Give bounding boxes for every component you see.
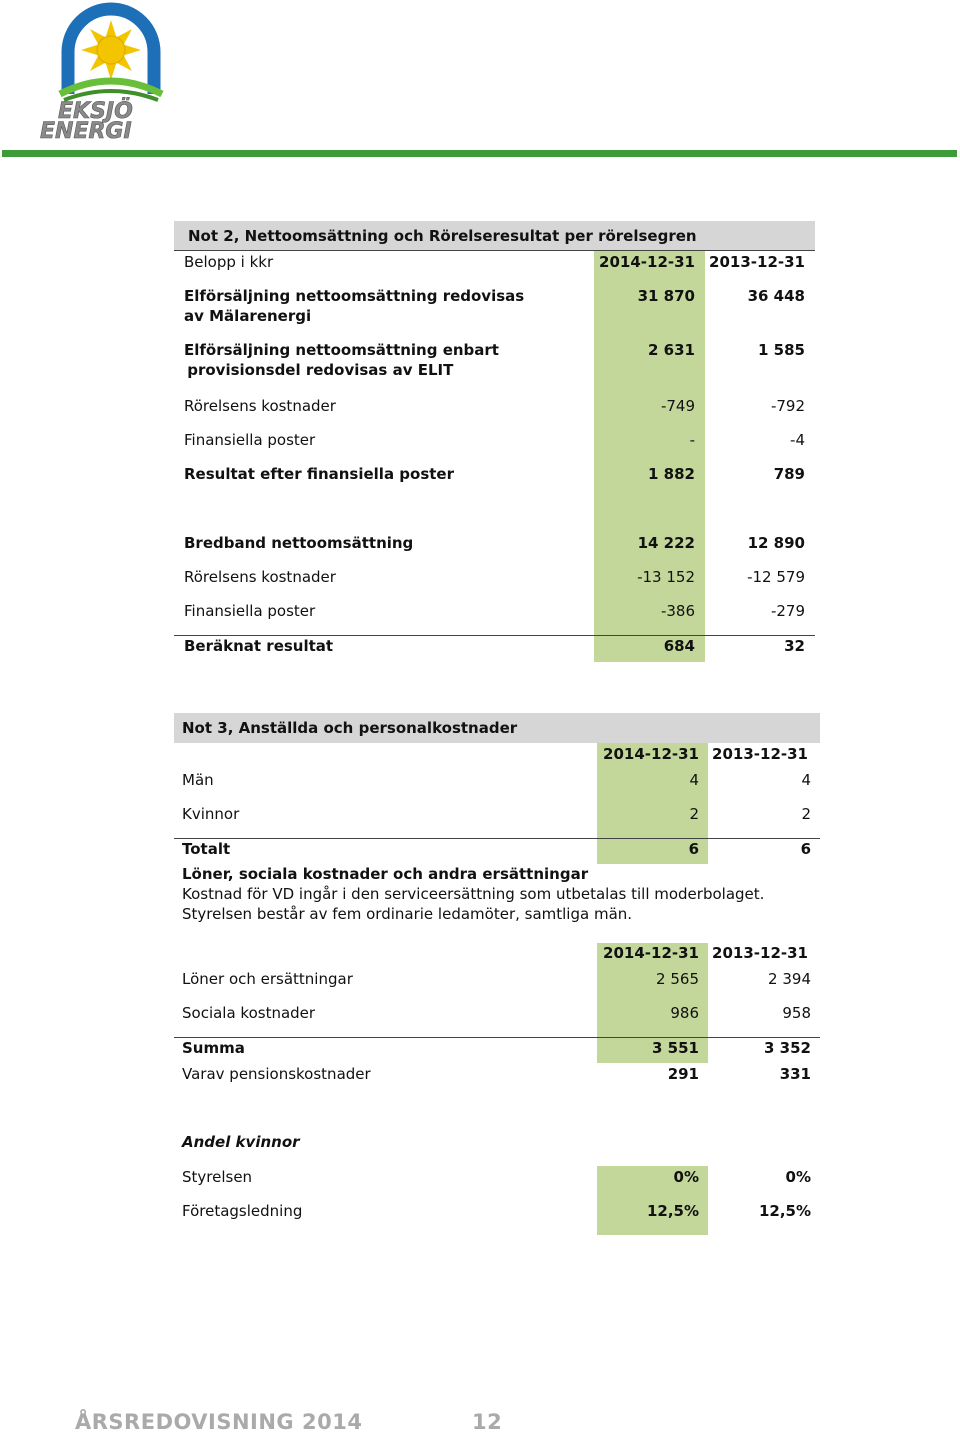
note2-row-label: Elförsäljning nettoomsättning enbart xyxy=(184,341,499,359)
note3-cost-value-2013: 958 xyxy=(782,1004,811,1022)
note3-staff-value-2013: 2 xyxy=(801,805,811,823)
note3-staff-value-2014: 6 xyxy=(688,840,699,858)
note3-cost-value-2014: 3 551 xyxy=(652,1039,699,1057)
note3-sum-divider xyxy=(174,1037,820,1038)
header-green-bar xyxy=(2,150,957,157)
note3-women-label: Styrelsen xyxy=(182,1168,253,1186)
note2-row-value-2014: - xyxy=(689,431,695,449)
note3-staff-value-2014: 2 xyxy=(689,805,699,823)
note3-staff-label: Män xyxy=(182,771,214,789)
note3-women-value-2014: 0% xyxy=(673,1168,699,1186)
note2-row-value-2014: -13 152 xyxy=(637,568,695,586)
note3-cost-label: Varav pensionskostnader xyxy=(182,1065,371,1083)
note3-cost-label: Löner och ersättningar xyxy=(182,970,353,988)
note2-row-value-2014: 31 870 xyxy=(637,287,695,305)
note3-cost-value-2014: 986 xyxy=(670,1004,699,1022)
note3-women-heading: Andel kvinnor xyxy=(182,1133,300,1151)
note2-row-label: Finansiella poster xyxy=(184,602,316,620)
note3-cost-value-2014: 2 565 xyxy=(656,970,699,988)
note2-title-bar xyxy=(174,221,815,251)
note3-col2-header: 2013-12-31 xyxy=(712,944,808,962)
note3-staff-value-2013: 6 xyxy=(800,840,811,858)
note2-row-label: Resultat efter finansiella poster xyxy=(184,465,454,483)
note3-salaries-heading: Löner, sociala kostnader och andra ersättningar xyxy=(182,865,589,883)
note2-col1-header: 2014-12-31 xyxy=(599,253,695,271)
note3-cost-label: Sociala kostnader xyxy=(182,1004,316,1022)
note3-women-value-2014: 12,5% xyxy=(646,1202,699,1220)
note2-row-value-2013: -279 xyxy=(770,602,805,620)
note2-row-value-2014: 1 882 xyxy=(648,465,695,483)
note3-cost-label: Summa xyxy=(182,1039,245,1057)
note2-row-label: Bredband nettoomsättning xyxy=(184,534,414,552)
note2-row-value-2013: -12 579 xyxy=(747,568,805,586)
note3-cost-value-2013: 2 394 xyxy=(768,970,811,988)
note3-total-divider xyxy=(174,838,820,839)
note2-row-value-2014: -386 xyxy=(660,602,695,620)
note3-women-label: Företagsledning xyxy=(182,1202,303,1220)
note2-row-label: Rörelsens kostnader xyxy=(184,568,336,586)
note2-row-label: Rörelsens kostnader xyxy=(184,397,336,415)
note3-col1-header: 2014-12-31 xyxy=(603,745,699,763)
note2-row-label-line2: av Mälarenergi xyxy=(184,307,312,325)
note3-col2-header: 2013-12-31 xyxy=(712,745,808,763)
note2-row-value-2013: 789 xyxy=(773,465,805,483)
footer-page-number: 12 xyxy=(472,1410,503,1434)
note2-row-value-2013: 36 448 xyxy=(747,287,805,305)
note3-staff-label: Totalt xyxy=(182,840,231,858)
note2-col2-header: 2013-12-31 xyxy=(709,253,805,271)
note2-row-label-line2: provisionsdel redovisas av ELIT xyxy=(182,361,454,379)
company-logo xyxy=(38,2,184,142)
note3-staff-value-2013: 4 xyxy=(801,771,811,789)
note2-row-value-2013: -792 xyxy=(770,397,805,415)
note2-row-value-2014: 2 631 xyxy=(648,341,695,359)
note2-result-divider xyxy=(174,635,815,636)
note3-staff-label: Kvinnor xyxy=(182,805,240,823)
note2-title: Not 2, Nettoomsättning och Rörelseresultat per rörelsegren xyxy=(188,227,697,245)
note3-cost-value-2013: 3 352 xyxy=(764,1039,811,1057)
note2-row-value-2014: 14 222 xyxy=(637,534,695,552)
note3-board-text: Styrelsen består av fem ordinarie ledamöter, samtliga män. xyxy=(182,905,633,923)
note3-women-value-2013: 12,5% xyxy=(758,1202,811,1220)
note3-vd-text: Kostnad för VD ingår i den serviceersättning som utbetalas till moderbolaget. xyxy=(182,885,765,903)
note2-unit-label: Belopp i kkr xyxy=(184,253,274,271)
note2-title-divider xyxy=(174,250,815,251)
note2-row-label: Beräknat resultat xyxy=(184,637,334,655)
note3-women-value-2013: 0% xyxy=(785,1168,811,1186)
svg-text:EKSJÖ: EKSJÖ xyxy=(58,99,133,124)
note3-title-bar xyxy=(174,713,820,743)
note2-row-value-2013: 12 890 xyxy=(747,534,805,552)
note3-staff-value-2014: 4 xyxy=(689,771,699,789)
note3-cost-value-2013: 331 xyxy=(779,1065,811,1083)
note2-row-value-2014: -749 xyxy=(660,397,695,415)
note2-row-value-2014: 684 xyxy=(663,637,695,655)
note2-row-value-2013: 32 xyxy=(784,637,805,655)
note3-col1-header: 2014-12-31 xyxy=(603,944,699,962)
note2-row-label: Elförsäljning nettoomsättning redovisas xyxy=(184,287,525,305)
note2-row-value-2013: 1 585 xyxy=(758,341,805,359)
sun-logo-icon xyxy=(38,2,184,142)
footer-title: ÅRSREDOVISNING 2014 xyxy=(75,1410,363,1434)
note2-row-value-2013: -4 xyxy=(790,431,805,449)
highlight-column-2014 xyxy=(594,251,705,662)
svg-text:ENERGI: ENERGI xyxy=(40,119,132,142)
note3-cost-value-2014: 291 xyxy=(667,1065,699,1083)
note3-title: Not 3, Anställda och personalkostnader xyxy=(182,719,518,737)
note2-row-label: Finansiella poster xyxy=(184,431,316,449)
